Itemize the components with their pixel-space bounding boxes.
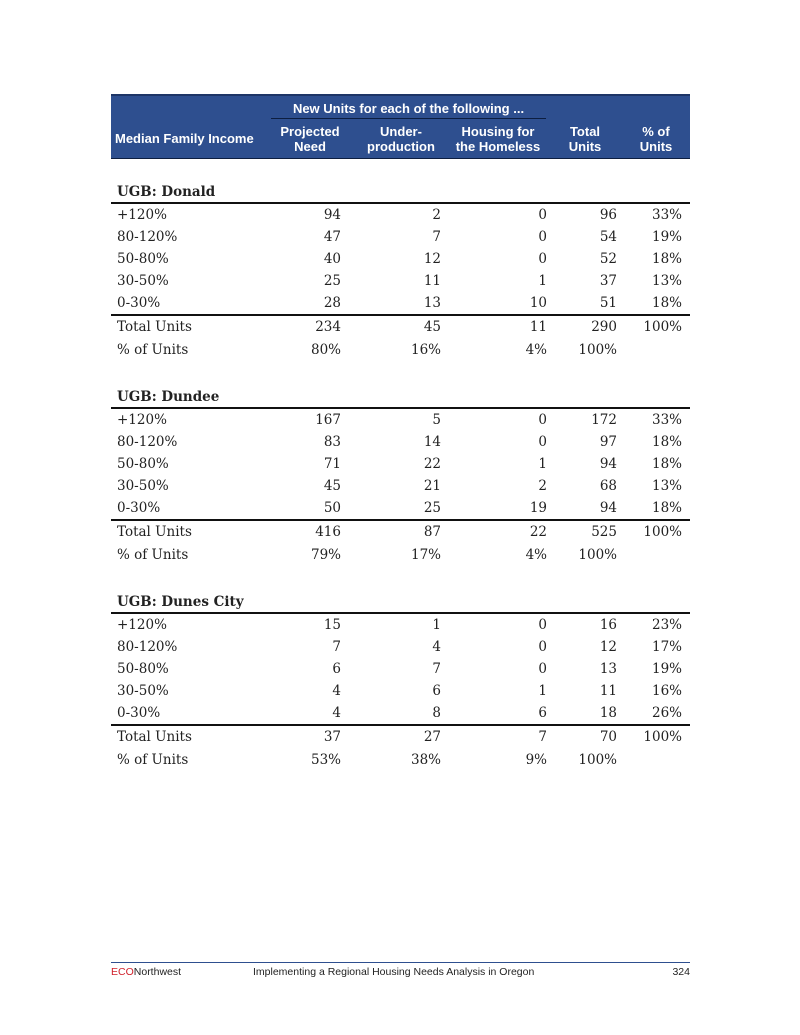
cell-total: 37 — [599, 273, 617, 289]
cell-total: 13 — [599, 661, 617, 677]
row-label: 80-120% — [117, 229, 178, 245]
row-label: 50-80% — [117, 456, 169, 472]
cell-homeless: 1 — [538, 456, 547, 472]
cell-under: 38% — [410, 752, 441, 768]
cell-homeless: 6 — [538, 705, 547, 721]
cell-under: 16% — [410, 342, 441, 358]
table-row — [111, 497, 690, 519]
cell-pct: 100% — [643, 729, 682, 745]
footer-title: Implementing a Regional Housing Needs Analysis in Oregon — [253, 966, 535, 978]
cell-under: 11 — [423, 273, 441, 289]
row-label: +120% — [117, 207, 167, 223]
cell-under: 14 — [423, 434, 441, 450]
cell-homeless: 4% — [525, 547, 547, 563]
cell-under: 25 — [423, 500, 441, 516]
cell-total: 96 — [599, 207, 617, 223]
cell-projected: 28 — [323, 295, 341, 311]
cell-total: 525 — [591, 524, 617, 540]
cell-under: 22 — [423, 456, 441, 472]
row-label: +120% — [117, 412, 167, 428]
cell-pct: 17% — [651, 639, 682, 655]
footer-brand-rest: Northwest — [133, 966, 182, 978]
row-label: 80-120% — [117, 639, 178, 655]
cell-projected: 167 — [315, 412, 341, 428]
row-label: Total Units — [117, 729, 192, 745]
table-row — [111, 702, 690, 724]
cell-under: 2 — [432, 207, 441, 223]
cell-pct: 18% — [651, 456, 682, 472]
cell-pct: 19% — [651, 229, 682, 245]
housing-table — [111, 94, 690, 768]
table-row — [111, 409, 690, 431]
row-label: 0-30% — [117, 500, 161, 516]
row-label: Total Units — [117, 524, 192, 540]
cell-pct: 26% — [651, 705, 682, 721]
row-label: 30-50% — [117, 478, 169, 494]
header-group-label: New Units for each of the following ... — [292, 101, 525, 116]
cell-homeless: 22 — [529, 524, 547, 540]
row-label: 30-50% — [117, 273, 169, 289]
footer-page-number: 324 — [672, 966, 690, 978]
cell-pct: 33% — [651, 412, 682, 428]
cell-pct: 18% — [651, 434, 682, 450]
pct-row — [111, 749, 690, 771]
cell-projected: 45 — [323, 478, 341, 494]
cell-pct: 13% — [651, 478, 682, 494]
cell-projected: 15 — [323, 617, 341, 633]
header-housing-homeless: Housing for the Homeless — [455, 124, 541, 154]
cell-total: 94 — [599, 500, 617, 516]
header-group-underline — [271, 118, 546, 119]
total-row — [111, 726, 690, 748]
cell-homeless: 0 — [538, 639, 547, 655]
cell-pct: 19% — [651, 661, 682, 677]
cell-under: 5 — [432, 412, 441, 428]
cell-homeless: 1 — [538, 273, 547, 289]
cell-pct: 13% — [651, 273, 682, 289]
table-row — [111, 248, 690, 270]
cell-projected: 53% — [310, 752, 341, 768]
cell-homeless: 0 — [538, 412, 547, 428]
cell-under: 13 — [423, 295, 441, 311]
row-label: +120% — [117, 617, 167, 633]
cell-total: 11 — [599, 683, 617, 699]
total-row — [111, 316, 690, 338]
cell-projected: 79% — [310, 547, 341, 563]
cell-homeless: 0 — [538, 617, 547, 633]
row-label: Total Units — [117, 319, 192, 335]
total-row — [111, 521, 690, 543]
cell-total: 70 — [599, 729, 617, 745]
header-total-units: Total Units — [568, 124, 602, 154]
cell-projected: 94 — [323, 207, 341, 223]
cell-total: 290 — [591, 319, 617, 335]
section-title: UGB: Donald — [117, 184, 216, 200]
cell-projected: 47 — [323, 229, 341, 245]
cell-pct: 33% — [651, 207, 682, 223]
row-label: 80-120% — [117, 434, 178, 450]
cell-homeless: 2 — [538, 478, 547, 494]
cell-under: 4 — [432, 639, 441, 655]
table-row — [111, 636, 690, 658]
cell-homeless: 0 — [538, 661, 547, 677]
cell-projected: 40 — [323, 251, 341, 267]
cell-under: 45 — [423, 319, 441, 335]
header-pct-units: % of Units — [639, 124, 673, 154]
header-projected-need: Projected Need — [280, 124, 340, 154]
footer-brand — [111, 966, 181, 978]
cell-total: 97 — [599, 434, 617, 450]
cell-projected: 37 — [323, 729, 341, 745]
row-label: % of Units — [117, 547, 189, 563]
cell-projected: 4 — [332, 683, 341, 699]
cell-homeless: 11 — [529, 319, 547, 335]
header-bottom-rule — [111, 158, 690, 159]
cell-under: 7 — [432, 229, 441, 245]
cell-pct: 18% — [651, 295, 682, 311]
cell-total: 68 — [599, 478, 617, 494]
cell-homeless: 10 — [529, 295, 547, 311]
row-label: 0-30% — [117, 705, 161, 721]
cell-under: 12 — [423, 251, 441, 267]
cell-pct: 18% — [651, 500, 682, 516]
cell-under: 8 — [432, 705, 441, 721]
section-title: UGB: Dunes City — [117, 594, 244, 610]
cell-homeless: 0 — [538, 207, 547, 223]
cell-homeless: 19 — [529, 500, 547, 516]
cell-total: 54 — [599, 229, 617, 245]
table-row — [111, 292, 690, 314]
row-label: % of Units — [117, 752, 189, 768]
cell-projected: 6 — [332, 661, 341, 677]
table-row — [111, 270, 690, 292]
cell-homeless: 9% — [525, 752, 547, 768]
cell-total: 16 — [599, 617, 617, 633]
cell-pct: 100% — [643, 319, 682, 335]
cell-pct: 16% — [651, 683, 682, 699]
footer-brand-eco: ECO — [111, 966, 134, 978]
cell-total: 100% — [578, 752, 617, 768]
table-row — [111, 453, 690, 475]
footer-rule — [111, 962, 690, 963]
table-row — [111, 614, 690, 636]
cell-total: 51 — [599, 295, 617, 311]
cell-projected: 7 — [332, 639, 341, 655]
cell-projected: 25 — [323, 273, 341, 289]
cell-projected: 71 — [323, 456, 341, 472]
table-row — [111, 226, 690, 248]
section-title: UGB: Dundee — [117, 389, 220, 405]
table-row — [111, 475, 690, 497]
table-row — [111, 658, 690, 680]
cell-projected: 4 — [332, 705, 341, 721]
cell-projected: 80% — [310, 342, 341, 358]
cell-pct: 100% — [643, 524, 682, 540]
cell-homeless: 4% — [525, 342, 547, 358]
cell-total: 100% — [578, 342, 617, 358]
table-row — [111, 431, 690, 453]
cell-projected: 83 — [323, 434, 341, 450]
cell-projected: 234 — [315, 319, 341, 335]
cell-under: 17% — [410, 547, 441, 563]
cell-under: 1 — [432, 617, 441, 633]
cell-under: 27 — [423, 729, 441, 745]
cell-homeless: 0 — [538, 251, 547, 267]
cell-homeless: 0 — [538, 434, 547, 450]
cell-projected: 50 — [323, 500, 341, 516]
cell-total: 12 — [599, 639, 617, 655]
table-row — [111, 204, 690, 226]
row-label: 50-80% — [117, 661, 169, 677]
cell-under: 87 — [423, 524, 441, 540]
cell-projected: 416 — [315, 524, 341, 540]
pct-row — [111, 544, 690, 566]
cell-under: 7 — [432, 661, 441, 677]
cell-homeless: 7 — [538, 729, 547, 745]
header-under-production: Under- production — [367, 124, 435, 154]
table-row — [111, 680, 690, 702]
cell-pct: 23% — [651, 617, 682, 633]
cell-under: 21 — [423, 478, 441, 494]
row-label: 50-80% — [117, 251, 169, 267]
cell-total: 52 — [599, 251, 617, 267]
pct-row — [111, 339, 690, 361]
cell-homeless: 0 — [538, 229, 547, 245]
cell-homeless: 1 — [538, 683, 547, 699]
row-label: % of Units — [117, 342, 189, 358]
cell-pct: 18% — [651, 251, 682, 267]
cell-total: 18 — [599, 705, 617, 721]
cell-total: 100% — [578, 547, 617, 563]
cell-under: 6 — [432, 683, 441, 699]
row-label: 30-50% — [117, 683, 169, 699]
cell-total: 94 — [599, 456, 617, 472]
cell-total: 172 — [591, 412, 617, 428]
header-median-family-income: Median Family Income — [115, 131, 254, 146]
table-header — [111, 94, 690, 159]
row-label: 0-30% — [117, 295, 161, 311]
